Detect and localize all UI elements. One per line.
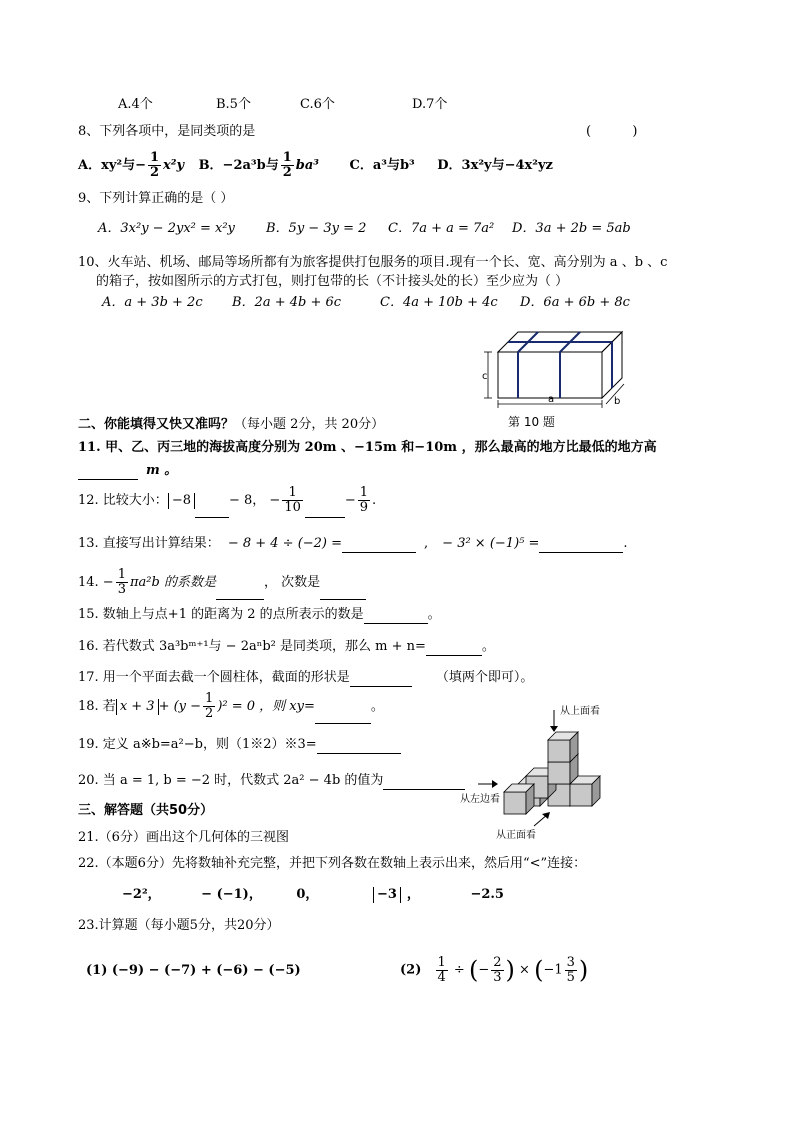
q8-option-b: B．−2a³b与 $\frac{1}{2}$ ba³ (198, 150, 319, 180)
packing-straps (508, 332, 612, 398)
q12-blank-1[interactable] (195, 503, 229, 518)
box-front-face (498, 352, 602, 398)
q15-blank[interactable] (364, 609, 428, 624)
q9-option-c: C．7a + a = 7a² (388, 221, 495, 236)
q11-answer-blank[interactable] (78, 465, 138, 480)
q9-option-a: A．3x²y − 2yx² = x²y (98, 221, 235, 236)
q8-options (78, 150, 553, 182)
q8-option-d: D．3x²y与−4x²yz (437, 158, 553, 173)
q7-option-a: A.4个 (118, 97, 153, 112)
label-view-from-front: 从正面看 (496, 830, 536, 841)
section-3-heading: 三、解答题（共50分） (78, 803, 214, 818)
q17-blank[interactable] (350, 672, 412, 687)
q17: 17. 用一个平面去截一个圆柱体，截面的形状是 （填两个即可）。 (78, 670, 534, 685)
q18: 18. 若 x + 3 + (y − $\frac{1}{2}$ )² = 0 ，则 xy= 。 (78, 690, 384, 724)
q22-numbers: −2²， − (−1)， 0， −3 ， −2.5 (122, 887, 504, 902)
box-label-a: a (548, 394, 555, 405)
q12: 12. 比较大小： −8 − 8， − $\frac{1}{10}$ − $\frac{1}{9}$ . (78, 484, 376, 518)
q13: 13. 直接写出计算结果： − 8 + 4 ÷ (−2) = , − 3² × (−1)⁵ = . (78, 536, 628, 551)
q7-option-b: B.5个 (216, 97, 251, 112)
q18-blank[interactable] (315, 709, 371, 724)
q7-option-c: C.6个 (300, 97, 335, 112)
q9-stem: 9、下列计算正确的是（ ） (78, 191, 234, 206)
q11-line2: m 。 (78, 462, 177, 480)
q10-line2: 的箱子，按如图所示的方式打包，则打包带的长（不计接头处的长）至少应为（ ） (96, 274, 569, 289)
box-label-c: c (482, 371, 488, 382)
box-label-b: b (614, 396, 621, 407)
q10-option-a: A．a + 3b + 2c (102, 295, 203, 310)
q12-blank-2[interactable] (305, 503, 345, 518)
q7-option-d: D.7个 (412, 97, 448, 112)
label-view-from-top: 从上面看 (560, 706, 600, 717)
q16: 16. 若代数式 3a³bᵐ⁺¹与 − 2aⁿb² 是同类项，那么 m + n= 。 (78, 639, 495, 654)
q20: 20. 当 a = 1, b = −2 时，代数式 2a² − 4b 的值为 (78, 772, 465, 790)
q8-paren: ( ) (586, 124, 638, 139)
q9-option-d: D．3a + 2b = 5ab (512, 221, 631, 236)
q14-blank-degree[interactable] (320, 585, 366, 600)
figure-caption: 第 10 题 (508, 415, 555, 429)
q21: 21.（6分）画出这个几何体的三视图 (78, 830, 289, 845)
q22-stem: 22.（本题6分）先将数轴补充完整，并把下列各数在数轴上表示出来，然后用“<”连接： (78, 856, 587, 871)
q16-blank[interactable] (426, 641, 482, 656)
q23-part-2: (2) $\frac{1}{4}$ ÷ (− $\frac{2}{3}$ ) × (−1 $\frac{3}{5}$ ) (400, 954, 589, 985)
q8-stem: 8、下列各项中，是同类项的是 (78, 124, 256, 139)
label-view-from-left: 从左边看 (460, 794, 500, 805)
q15: 15. 数轴上与点+1 的距离为 2 的点所表示的数是 。 (78, 607, 441, 622)
q14-blank-coefficient[interactable] (216, 585, 264, 600)
q10-box-figure (478, 318, 628, 433)
q23-part-1: (1) (−9) − (−7) + (−6) − (−5) (86, 963, 301, 978)
q10-option-c: C．4a + 10b + 4c (380, 295, 498, 310)
q8-option-c: C．a³与b³ (349, 158, 415, 173)
q10-option-d: D．6a + 6b + 8c (520, 295, 630, 310)
q13-blank-1[interactable] (342, 538, 416, 553)
q13-blank-2[interactable] (539, 538, 623, 553)
q14: 14. − $\frac{1}{3}$ πa²b 的系数是 ， 次数是 (78, 566, 366, 600)
section-2-heading: 二、你能填得又快又准吗？（每小题 2分，共 20分） (78, 417, 385, 432)
q23-title: 23.计算题（每小题5分，共20分） (78, 918, 280, 933)
q19-blank[interactable] (317, 739, 401, 754)
q9-option-b: B．5y − 3y = 2 (266, 221, 367, 236)
q19: 19. 定义 a※b=a²−b，则（1※2）※3= (78, 736, 401, 754)
q20-blank[interactable] (383, 775, 465, 790)
q10-line1: 10、火车站、机场、邮局等场所都有为旅客提供打包服务的项目.现有一个长、宽、高分别为 a 、b 、c (78, 255, 668, 270)
cube-solid-figure (458, 702, 618, 847)
q8-option-a: A．xy²与− $\frac{1}{2}$ x²y (78, 150, 185, 180)
q11-line1: 11. 甲、乙、丙三地的海拔高度分别为 20m 、−15m 和−10m ，那么最高的地方比最低的地方高 (78, 440, 657, 455)
q10-option-b: B．2a + 4b + 6c (232, 295, 342, 310)
